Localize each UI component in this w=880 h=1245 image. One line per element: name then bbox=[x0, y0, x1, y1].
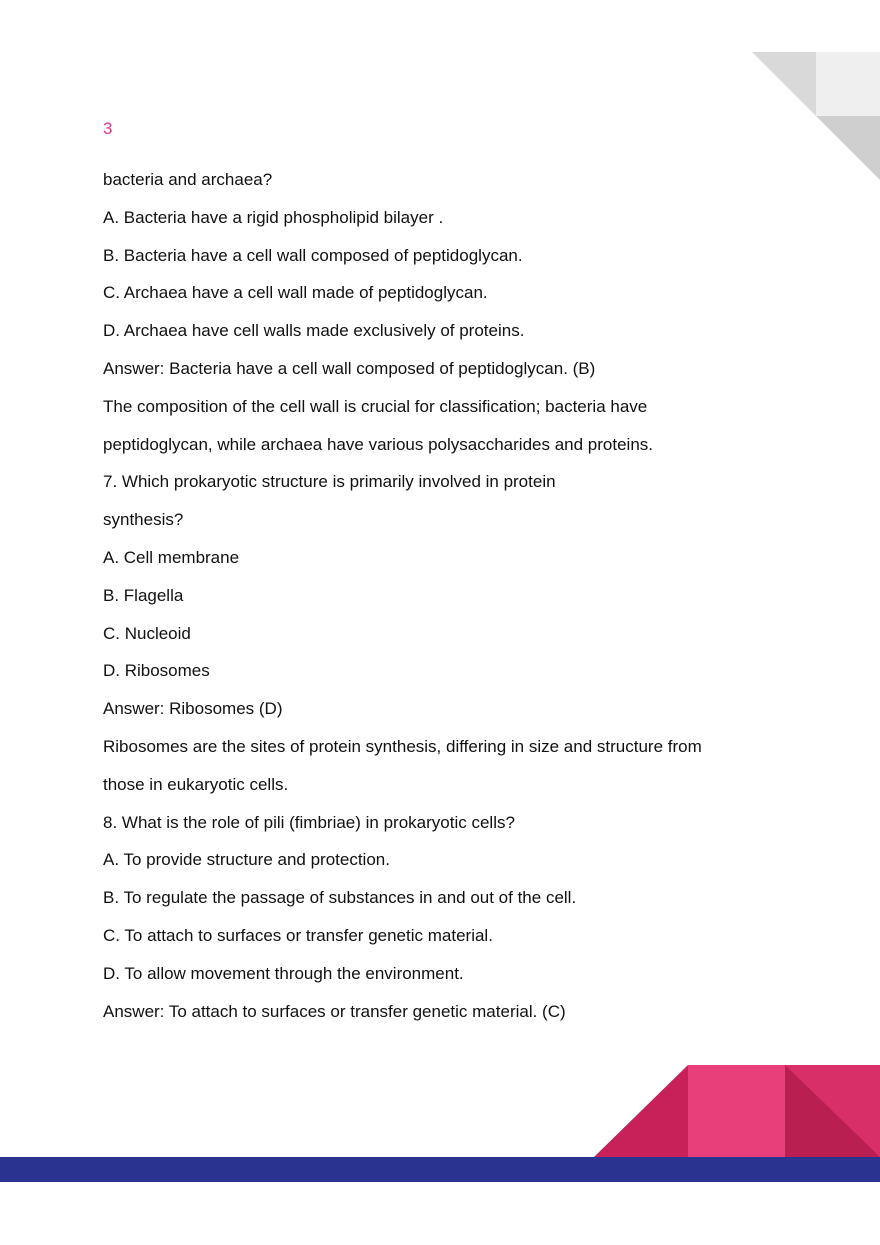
corner-triangle-shadow bbox=[816, 116, 880, 180]
option-line: A. To provide structure and protection. bbox=[103, 850, 390, 870]
option-line: A. Cell membrane bbox=[103, 547, 240, 567]
corner-triangle-mid bbox=[752, 52, 816, 116]
answer-line: Answer: Ribosomes (D) bbox=[103, 699, 283, 719]
option-line: B. Flagella bbox=[103, 585, 184, 605]
question-line: synthesis? bbox=[103, 510, 184, 530]
text-line: bacteria and archaea? bbox=[103, 170, 273, 189]
option-line: B. To regulate the passage of substances in and out of the cell. bbox=[103, 888, 577, 908]
corner-decoration bbox=[752, 52, 880, 180]
option-line: C. To attach to surfaces or transfer genetic material. bbox=[103, 925, 493, 945]
option-line: D. To allow movement through the environment. bbox=[103, 963, 464, 983]
corner-triangle-inner bbox=[816, 52, 880, 116]
option-line: D. Archaea have cell walls made exclusively of proteins. bbox=[103, 321, 525, 341]
explanation-line: peptidoglycan, while archaea have various polysaccharides and proteins. bbox=[103, 434, 654, 454]
footer-block-primary bbox=[688, 1065, 785, 1157]
question-line: 8. What is the role of pili (fimbriae) in prokaryotic cells? bbox=[103, 812, 515, 832]
answer-line: Answer: To attach to surfaces or transfer genetic material. (C) bbox=[103, 1001, 566, 1021]
option-line: B. Bacteria have a cell wall composed of peptidoglycan. bbox=[103, 245, 523, 265]
question-content bbox=[103, 168, 783, 1037]
footer-decoration bbox=[0, 1065, 880, 1245]
question-line: 7. Which prokaryotic structure is primarily involved in protein bbox=[103, 472, 556, 492]
explanation-line: The composition of the cell wall is crucial for classification; bacteria have bbox=[103, 396, 648, 416]
option-line: C. Archaea have a cell wall made of peptidoglycan. bbox=[103, 283, 488, 303]
option-line: A. Bacteria have a rigid phospholipid bilayer . bbox=[103, 207, 444, 227]
footer-bar bbox=[0, 1157, 880, 1182]
footer-triangle-dark bbox=[594, 1065, 688, 1157]
page-number: 3 bbox=[103, 119, 113, 138]
option-line: D. Ribosomes bbox=[103, 661, 210, 681]
explanation-line: Ribosomes are the sites of protein synthesis, differing in size and structure from bbox=[103, 736, 702, 756]
answer-line: Answer: Bacteria have a cell wall composed of peptidoglycan. (B) bbox=[103, 358, 596, 378]
option-line: C. Nucleoid bbox=[103, 623, 191, 643]
explanation-line: those in eukaryotic cells. bbox=[103, 774, 289, 794]
